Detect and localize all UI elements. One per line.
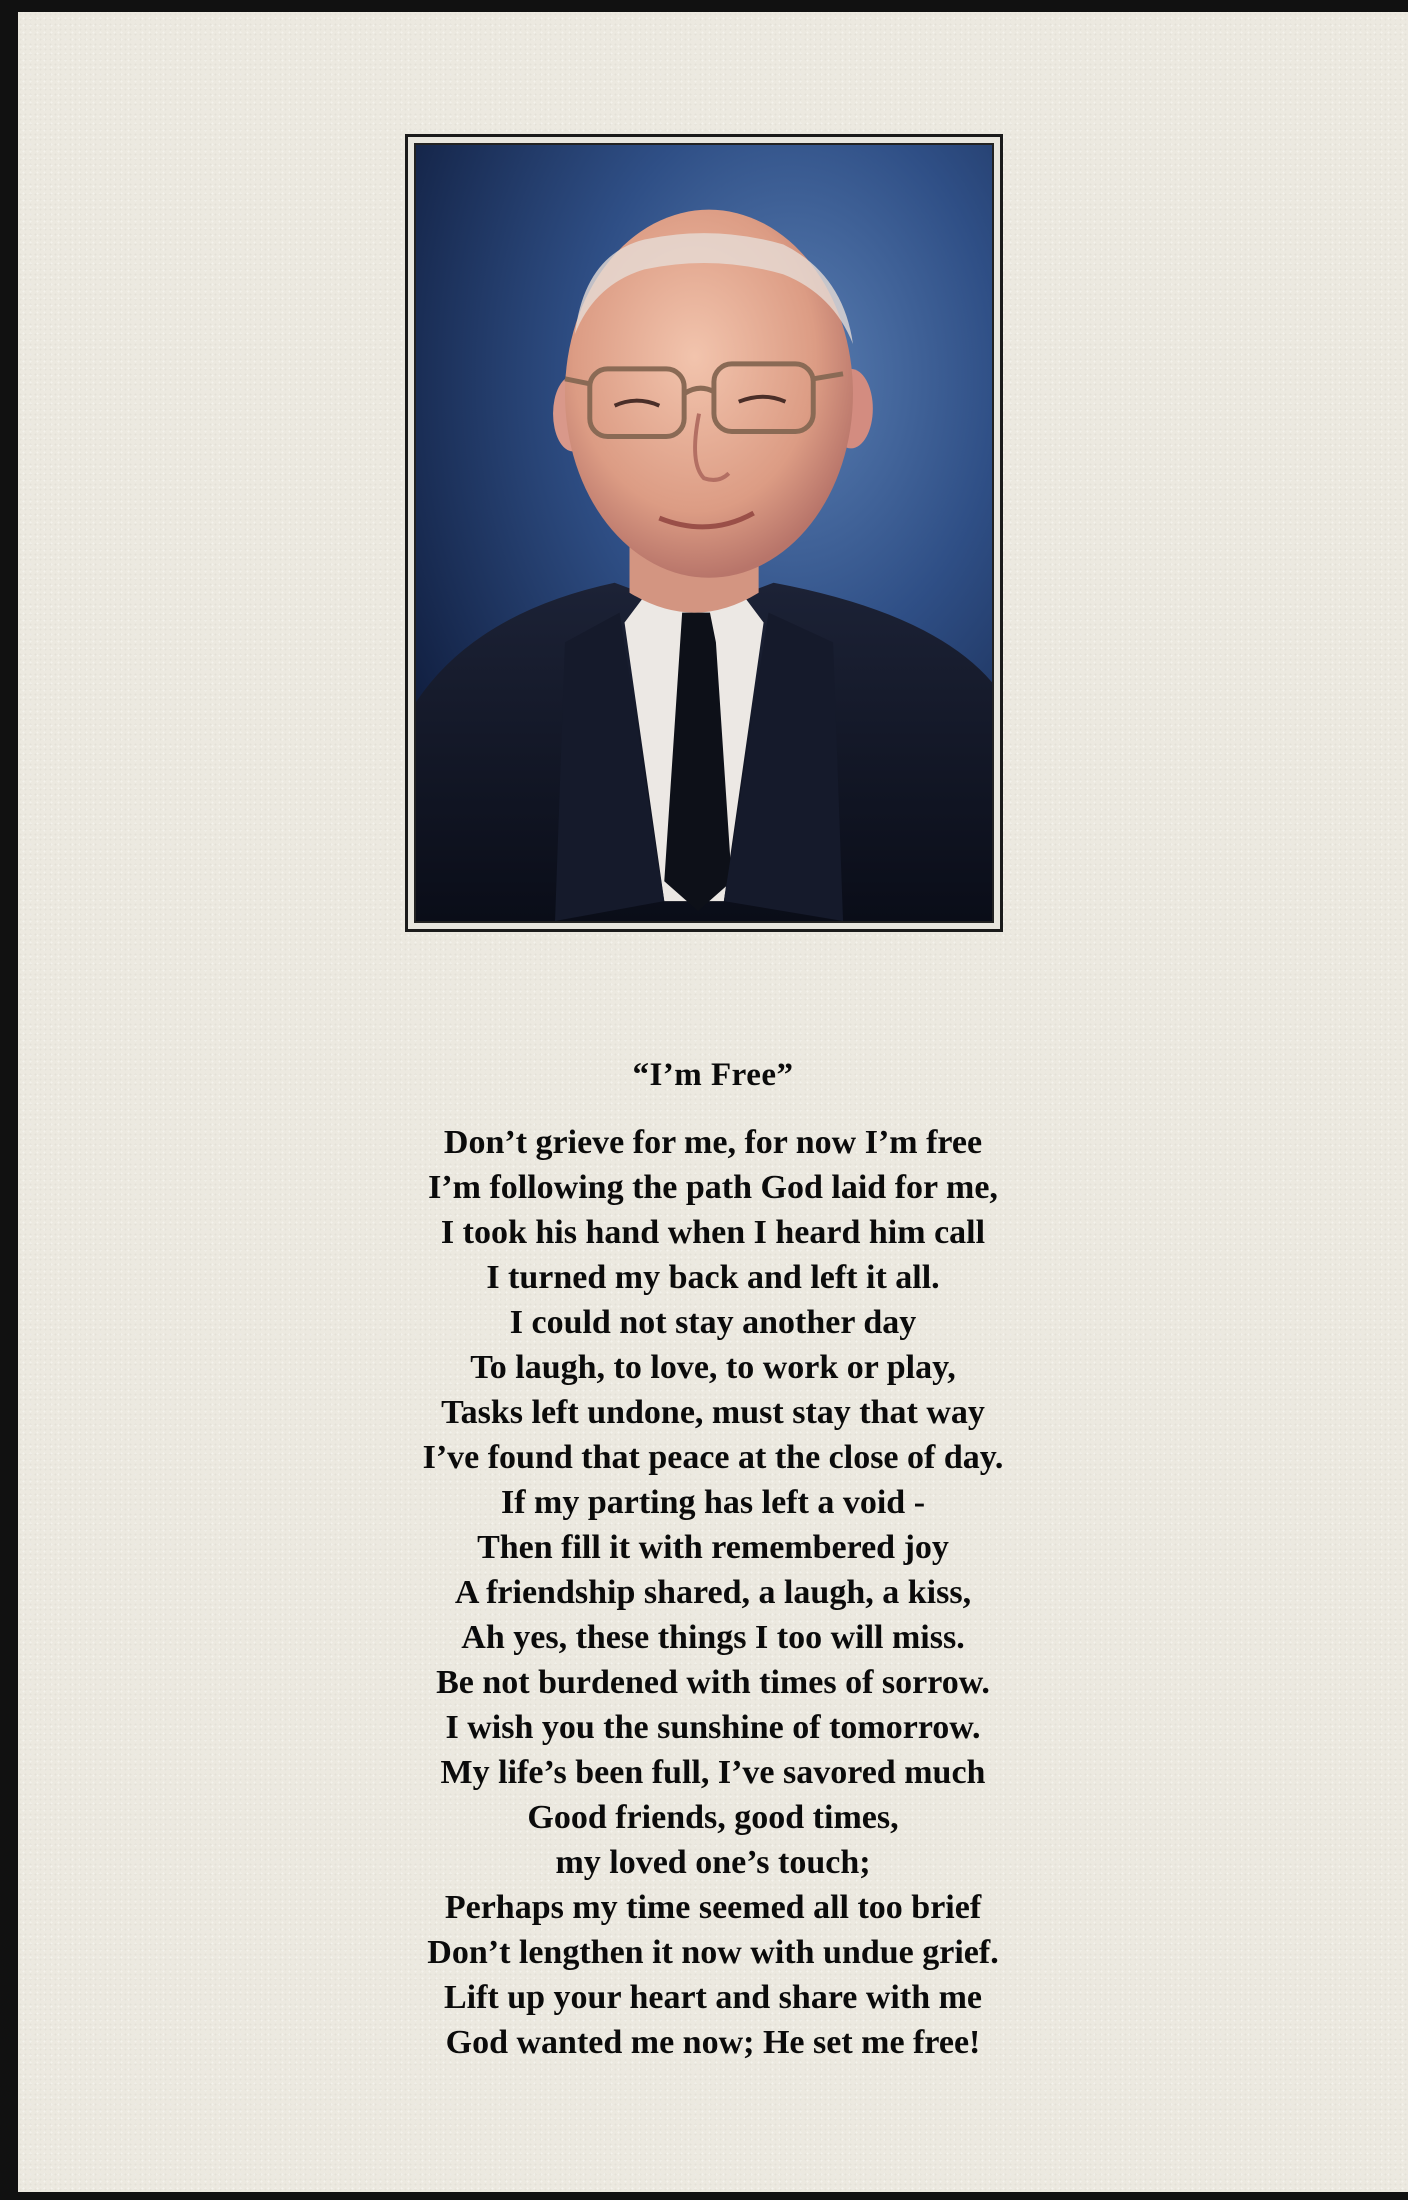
poem-line: A friendship shared, a laugh, a kiss, xyxy=(454,1574,972,1611)
poem-line: Lift up your heart and share with me xyxy=(443,1979,983,2016)
poem xyxy=(18,1057,1408,2065)
poem-line: Don’t lengthen it now with undue grief. xyxy=(427,1934,999,1971)
poem-line: My life’s been full, I’ve savored much xyxy=(440,1754,986,1791)
poem-line: I wish you the sunshine of tomorrow. xyxy=(445,1709,981,1746)
poem-line: Be not burdened with times of sorrow. xyxy=(436,1664,990,1701)
poem-line: Tasks left undone, must stay that way xyxy=(441,1394,985,1431)
memorial-card xyxy=(18,12,1408,2192)
poem-line: I took his hand when I heard him call xyxy=(440,1214,986,1251)
poem-line: Don’t grieve for me, for now I’m free xyxy=(443,1124,983,1161)
poem-line: my loved one’s touch; xyxy=(555,1844,871,1881)
poem-line: Ah yes, these things I too will miss. xyxy=(461,1619,965,1656)
poem-line: Perhaps my time seemed all too brief xyxy=(444,1889,982,1926)
portrait-frame xyxy=(405,134,1003,932)
poem-line: God wanted me now; He set me free! xyxy=(445,2024,981,2061)
poem-title: “I’m Free” xyxy=(632,1057,794,1093)
poem-line: I’m following the path God laid for me, xyxy=(428,1169,998,1206)
portrait-icon xyxy=(416,145,992,921)
poem-line: If my parting has left a void - xyxy=(500,1484,926,1521)
poem-line: Then fill it with remembered joy xyxy=(477,1529,949,1566)
poem-line: I’ve found that peace at the close of day. xyxy=(422,1439,1004,1476)
poem-line: To laugh, to love, to work or play, xyxy=(470,1349,956,1386)
poem-line: I turned my back and left it all. xyxy=(486,1259,940,1296)
poem-line: I could not stay another day xyxy=(509,1304,917,1341)
poem-lines xyxy=(18,1120,1408,2065)
portrait-photo xyxy=(414,143,994,923)
poem-line: Good friends, good times, xyxy=(527,1799,899,1836)
